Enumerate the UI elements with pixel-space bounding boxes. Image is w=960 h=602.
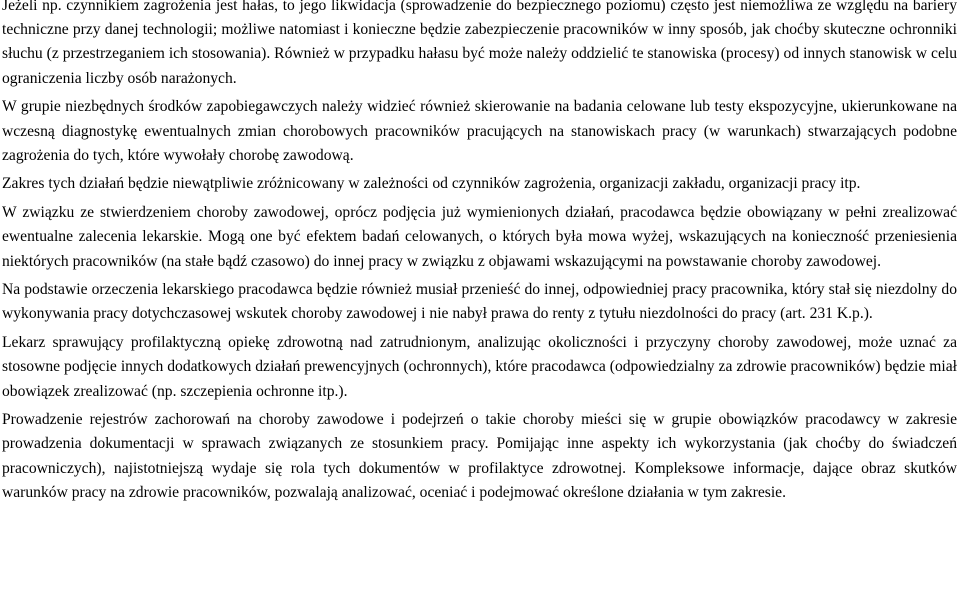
paragraph-noise-example: Jeżeli np. czynnikiem zagrożenia jest hałas, to jego likwidacja (sprowadzenie do bezpiecznego poziomu) często jest niemożliwa ze względu na bariery techniczne przy danej technologii; możliwe natomiast i konieczne będzie zabezpieczenie pracowników w inny sposób, jak choćby skuteczne ochronniki słuchu (z przestrzeganiem ich stosowania). Również w przypadku hałasu być może należy oddzielić te stanowiska (procesy) od innych stanowisk w celu ograniczenia liczby osób narażonych.: [2, 0, 957, 87]
paragraph-preventive-measures: W grupie niezbędnych środków zapobiegawczych należy widzieć również skierowanie na badania celowane lub testy ekspozycyjne, ukierunkowane na wczesną diagnostykę ewentualnych zmian chorobowych pracowników pracujących na stanowiskach pracy (w warunkach) stwarzających podobne zagrożenia do tych, które wywołały chorobę zawodową.: [2, 98, 957, 164]
paragraph-doctor-care: Lekarz sprawujący profilaktyczną opiekę zdrowotną nad zatrudnionym, analizując okoliczności i przyczyny choroby zawodowej, może uznać za stosowne podjęcie innych dodatkowych działań prewencyjnych (ochronnych), które pracodawca (odpowiedzialny za zdrowie pracowników) będzie miał obowiązek zrealizować (np. szczepienia ochronne itp.).: [2, 334, 957, 400]
paragraph-scope: Zakres tych działań będzie niewątpliwie zróżnicowany w zależności od czynników zagrożenia, organizacji zakładu, organizacji pracy itp.: [2, 175, 861, 193]
paragraph-medical-recommendations: W związku ze stwierdzeniem choroby zawodowej, oprócz podjęcia już wymienionych działań, pracodawca będzie obowiązany w pełni zrealizować ewentualne zalecenia lekarskie. Mogą one być efektem badań celowanych, o których była mowa wyżej, wskazujących na konieczność przeniesienia niektórych pracowników (na stałe bądź czasowo) do innej pracy w związku z objawami wskazującymi na powstawanie choroby zawodowej.: [2, 204, 957, 270]
paragraph-medical-certificate: Na podstawie orzeczenia lekarskiego pracodawca będzie również musiał przenieść do innej, odpowiedniej pracy pracownika, który stał się niezdolny do wykonywania pracy dotychczasowej wskutek choroby zawodowej i nie nabył prawa do renty z tytułu niezdolności do pracy (art. 231 K.p.).: [2, 281, 957, 323]
paragraph-registers: Prowadzenie rejestrów zachorowań na choroby zawodowe i podejrzeń o takie choroby mieści się w grupie obowiązków pracodawcy w zakresie prowadzenia dokumentacji w sprawach związanych ze stosunkiem pracy. Pomijając inne aspekty ich wykorzystania (jak choćby do świadczeń pracowniczych), najistotniejszą wydaje się rola tych dokumentów w profilaktyce zdrowotnej. Kompleksowe informacje, dające obraz skutków warunków pracy na zdrowie pracowników, pozwalają analizować, oceniać i podejmować określone działania w tym zakresie.: [2, 411, 957, 501]
